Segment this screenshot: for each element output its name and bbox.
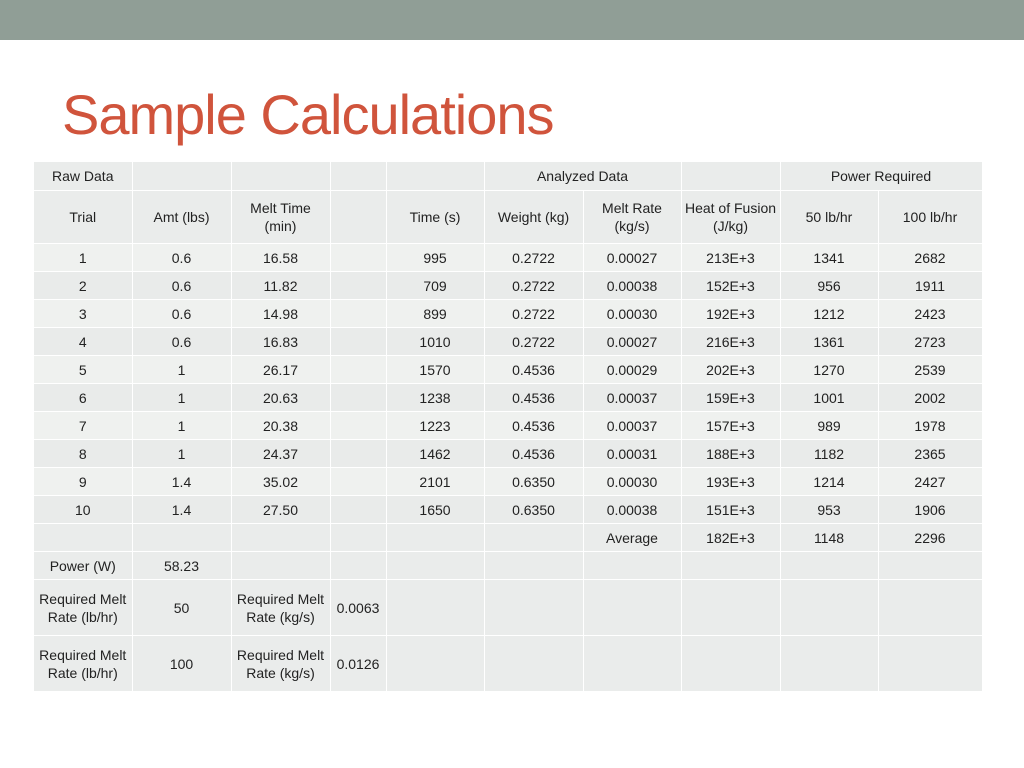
table-row [34, 328, 982, 356]
cell-power-50: 1001 [780, 384, 878, 412]
cell-power-100: 2002 [878, 384, 982, 412]
table-row [34, 244, 982, 272]
cell-heat-of-fusion: 152E+3 [681, 272, 780, 300]
cell-melt-rate: 0.00037 [583, 412, 681, 440]
cell-amt: 0.6 [132, 272, 231, 300]
cell-melt-time: 35.02 [231, 468, 330, 496]
cell-amt: 1 [132, 412, 231, 440]
average-row [34, 524, 982, 552]
cell-blank [330, 272, 386, 300]
cell-melt-time: 16.58 [231, 244, 330, 272]
header-amt: Amt (lbs) [132, 191, 231, 244]
required-rate-kg-label: Required Melt Rate (kg/s) [231, 636, 330, 692]
cell-power-100: 2682 [878, 244, 982, 272]
cell-power-50: 1270 [780, 356, 878, 384]
cell-power-50: 956 [780, 272, 878, 300]
average-heat-of-fusion: 182E+3 [681, 524, 780, 552]
cell-melt-rate: 0.00030 [583, 300, 681, 328]
header-100-lb-hr: 100 lb/hr [878, 191, 982, 244]
cell-melt-time: 14.98 [231, 300, 330, 328]
required-rate-row-100 [34, 636, 982, 692]
table-row [34, 468, 982, 496]
cell-weight: 0.2722 [484, 244, 583, 272]
header-trial: Trial [34, 191, 132, 244]
cell-power-50: 1361 [780, 328, 878, 356]
cell-trial: 8 [34, 440, 132, 468]
cell-weight: 0.6350 [484, 496, 583, 524]
cell-melt-time: 26.17 [231, 356, 330, 384]
cell-amt: 0.6 [132, 300, 231, 328]
required-rate-lb-value: 50 [132, 580, 231, 636]
cell-trial: 10 [34, 496, 132, 524]
cell-melt-time: 24.37 [231, 440, 330, 468]
required-rate-lb-label: Required Melt Rate (lb/hr) [34, 580, 132, 636]
average-100-lb-hr: 2296 [878, 524, 982, 552]
cell-amt: 1 [132, 356, 231, 384]
cell-heat-of-fusion: 216E+3 [681, 328, 780, 356]
cell-blank [330, 440, 386, 468]
cell-weight: 0.6350 [484, 468, 583, 496]
table-row [34, 272, 982, 300]
cell-power-50: 1341 [780, 244, 878, 272]
cell-heat-of-fusion: 213E+3 [681, 244, 780, 272]
cell-blank [330, 384, 386, 412]
cell-power-100: 2427 [878, 468, 982, 496]
cell-trial: 9 [34, 468, 132, 496]
table-row [34, 300, 982, 328]
cell-trial: 6 [34, 384, 132, 412]
cell-heat-of-fusion: 188E+3 [681, 440, 780, 468]
data-rows [34, 244, 982, 524]
cell-melt-rate: 0.00037 [583, 384, 681, 412]
cell-melt-time: 20.38 [231, 412, 330, 440]
cell-trial: 2 [34, 272, 132, 300]
power-value: 58.23 [132, 552, 231, 580]
cell-power-50: 1182 [780, 440, 878, 468]
cell-amt: 1.4 [132, 468, 231, 496]
cell-melt-rate: 0.00027 [583, 328, 681, 356]
cell-melt-time: 11.82 [231, 272, 330, 300]
cell-weight: 0.4536 [484, 412, 583, 440]
cell-melt-time: 20.63 [231, 384, 330, 412]
cell-trial: 3 [34, 300, 132, 328]
cell-heat-of-fusion: 202E+3 [681, 356, 780, 384]
power-required-label: Power Required [780, 162, 982, 191]
cell-blank [330, 328, 386, 356]
required-rate-lb-value: 100 [132, 636, 231, 692]
header-blank [330, 191, 386, 244]
header-50-lb-hr: 50 lb/hr [780, 191, 878, 244]
cell-time: 1570 [386, 356, 484, 384]
average-50-lb-hr: 1148 [780, 524, 878, 552]
cell-power-50: 1212 [780, 300, 878, 328]
header-weight: Weight (kg) [484, 191, 583, 244]
cell-trial: 4 [34, 328, 132, 356]
table-row [34, 412, 982, 440]
calculations-table [34, 162, 983, 692]
cell-trial: 5 [34, 356, 132, 384]
cell-amt: 1.4 [132, 496, 231, 524]
cell-blank [330, 412, 386, 440]
required-rate-kg-label: Required Melt Rate (kg/s) [231, 580, 330, 636]
section-header-row [34, 162, 982, 191]
cell-power-100: 1978 [878, 412, 982, 440]
cell-power-100: 2539 [878, 356, 982, 384]
cell-blank [330, 356, 386, 384]
top-accent-bar [0, 0, 1024, 40]
cell-power-100: 1911 [878, 272, 982, 300]
cell-heat-of-fusion: 192E+3 [681, 300, 780, 328]
cell-weight: 0.2722 [484, 272, 583, 300]
cell-heat-of-fusion: 157E+3 [681, 412, 780, 440]
analyzed-data-label: Analyzed Data [484, 162, 681, 191]
cell-weight: 0.2722 [484, 300, 583, 328]
cell-power-100: 2423 [878, 300, 982, 328]
cell-time: 2101 [386, 468, 484, 496]
cell-time: 1223 [386, 412, 484, 440]
header-heat-of-fusion: Heat of Fusion (J/kg) [681, 191, 780, 244]
cell-blank [330, 244, 386, 272]
cell-melt-rate: 0.00038 [583, 272, 681, 300]
cell-amt: 1 [132, 440, 231, 468]
cell-time: 1650 [386, 496, 484, 524]
cell-amt: 0.6 [132, 328, 231, 356]
power-label: Power (W) [34, 552, 132, 580]
average-label: Average [583, 524, 681, 552]
cell-melt-rate: 0.00029 [583, 356, 681, 384]
cell-amt: 1 [132, 384, 231, 412]
cell-blank [330, 300, 386, 328]
cell-weight: 0.4536 [484, 440, 583, 468]
cell-melt-rate: 0.00038 [583, 496, 681, 524]
header-melt-rate: Melt Rate (kg/s) [583, 191, 681, 244]
required-rate-kg-value: 0.0063 [330, 580, 386, 636]
table-row [34, 440, 982, 468]
cell-power-100: 1906 [878, 496, 982, 524]
cell-melt-rate: 0.00030 [583, 468, 681, 496]
table-row [34, 384, 982, 412]
cell-trial: 7 [34, 412, 132, 440]
cell-trial: 1 [34, 244, 132, 272]
cell-blank [330, 496, 386, 524]
cell-time: 899 [386, 300, 484, 328]
table-row [34, 496, 982, 524]
cell-time: 995 [386, 244, 484, 272]
cell-time: 1010 [386, 328, 484, 356]
cell-time: 1238 [386, 384, 484, 412]
header-melt-time: Melt Time (min) [231, 191, 330, 244]
cell-power-50: 1214 [780, 468, 878, 496]
cell-melt-time: 16.83 [231, 328, 330, 356]
cell-weight: 0.2722 [484, 328, 583, 356]
cell-weight: 0.4536 [484, 384, 583, 412]
cell-amt: 0.6 [132, 244, 231, 272]
cell-blank [330, 468, 386, 496]
cell-time: 1462 [386, 440, 484, 468]
cell-heat-of-fusion: 193E+3 [681, 468, 780, 496]
cell-melt-time: 27.50 [231, 496, 330, 524]
cell-power-100: 2723 [878, 328, 982, 356]
required-rate-kg-value: 0.0126 [330, 636, 386, 692]
required-rate-lb-label: Required Melt Rate (lb/hr) [34, 636, 132, 692]
cell-power-50: 989 [780, 412, 878, 440]
cell-power-50: 953 [780, 496, 878, 524]
column-header-row [34, 191, 982, 244]
cell-time: 709 [386, 272, 484, 300]
cell-heat-of-fusion: 151E+3 [681, 496, 780, 524]
header-time: Time (s) [386, 191, 484, 244]
slide-title: Sample Calculations [62, 83, 554, 146]
power-row [34, 552, 982, 580]
cell-weight: 0.4536 [484, 356, 583, 384]
cell-melt-rate: 0.00027 [583, 244, 681, 272]
cell-melt-rate: 0.00031 [583, 440, 681, 468]
cell-power-100: 2365 [878, 440, 982, 468]
cell-heat-of-fusion: 159E+3 [681, 384, 780, 412]
required-rate-row-50 [34, 580, 982, 636]
table-row [34, 356, 982, 384]
raw-data-label: Raw Data [34, 162, 132, 191]
